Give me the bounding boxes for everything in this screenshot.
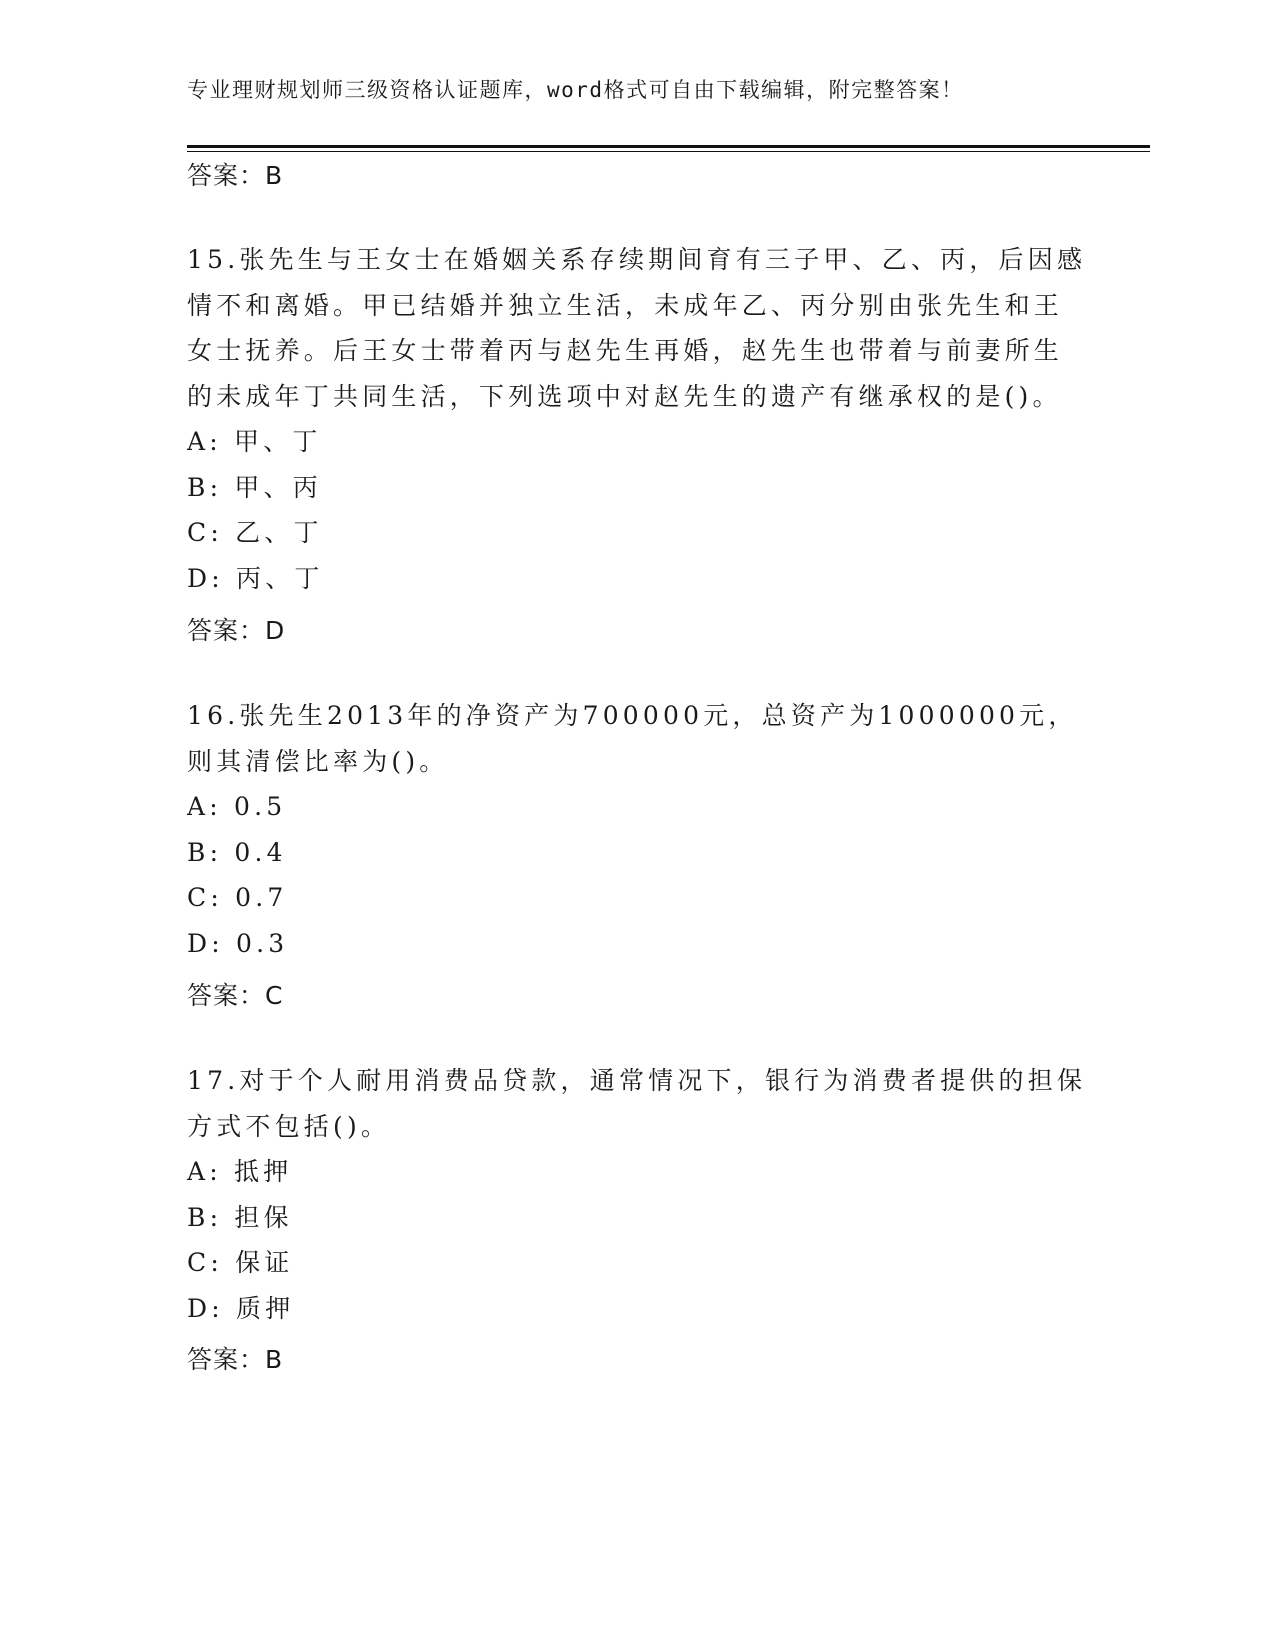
- question-15: [187, 237, 1087, 601]
- option-d: D: 丙、丁: [187, 563, 324, 593]
- answer-line: 答案：B: [187, 161, 284, 190]
- option-b: B: 担保: [187, 1202, 293, 1232]
- header-divider: [187, 145, 1150, 148]
- answer-line: 答案：C: [187, 981, 284, 1010]
- option-b: B: 甲、丙: [187, 472, 322, 502]
- option-c: C: 0.7: [187, 883, 288, 912]
- option-d: D: 0.3: [187, 928, 289, 958]
- question-stem: 17.对于个人耐用消费品贷款，通常情况下，银行为消费者提供的担保方式不包括()。: [187, 1066, 1087, 1141]
- header-divider-thin: [187, 151, 1150, 152]
- option-d: D: 质押: [187, 1293, 295, 1323]
- option-b: B: 0.4: [187, 837, 287, 867]
- option-c: C: 保证: [187, 1248, 294, 1277]
- question-17: [187, 1058, 1087, 1331]
- option-a: A: 抵押: [187, 1157, 293, 1186]
- question-16: [187, 693, 1087, 966]
- option-a: A: 甲、丁: [187, 427, 322, 456]
- question-stem: 15.张先生与王女士在婚姻关系存续期间育有三子甲、乙、丙，后因感情不和离婚。甲已结婚并独立生活，未成年乙、丙分别由张先生和王女士抚养。后王女士带着丙与赵先生再婚，赵先生也带着与前妻所生的未成年丁共同生活，下列选项中对赵先生的遗产有继承权的是()。: [187, 245, 1087, 411]
- page-header: 专业理财规划师三级资格认证题库，word格式可自由下载编辑，附完整答案！: [187, 78, 964, 102]
- question-stem: 16.张先生2013年的净资产为700000元，总资产为1000000元，则其清偿比率为()。: [187, 701, 1078, 776]
- option-c: C: 乙、丁: [187, 518, 323, 547]
- answer-line: 答案：B: [187, 1345, 284, 1374]
- answer-line: 答案：D: [187, 616, 286, 645]
- option-a: A: 0.5: [187, 792, 287, 821]
